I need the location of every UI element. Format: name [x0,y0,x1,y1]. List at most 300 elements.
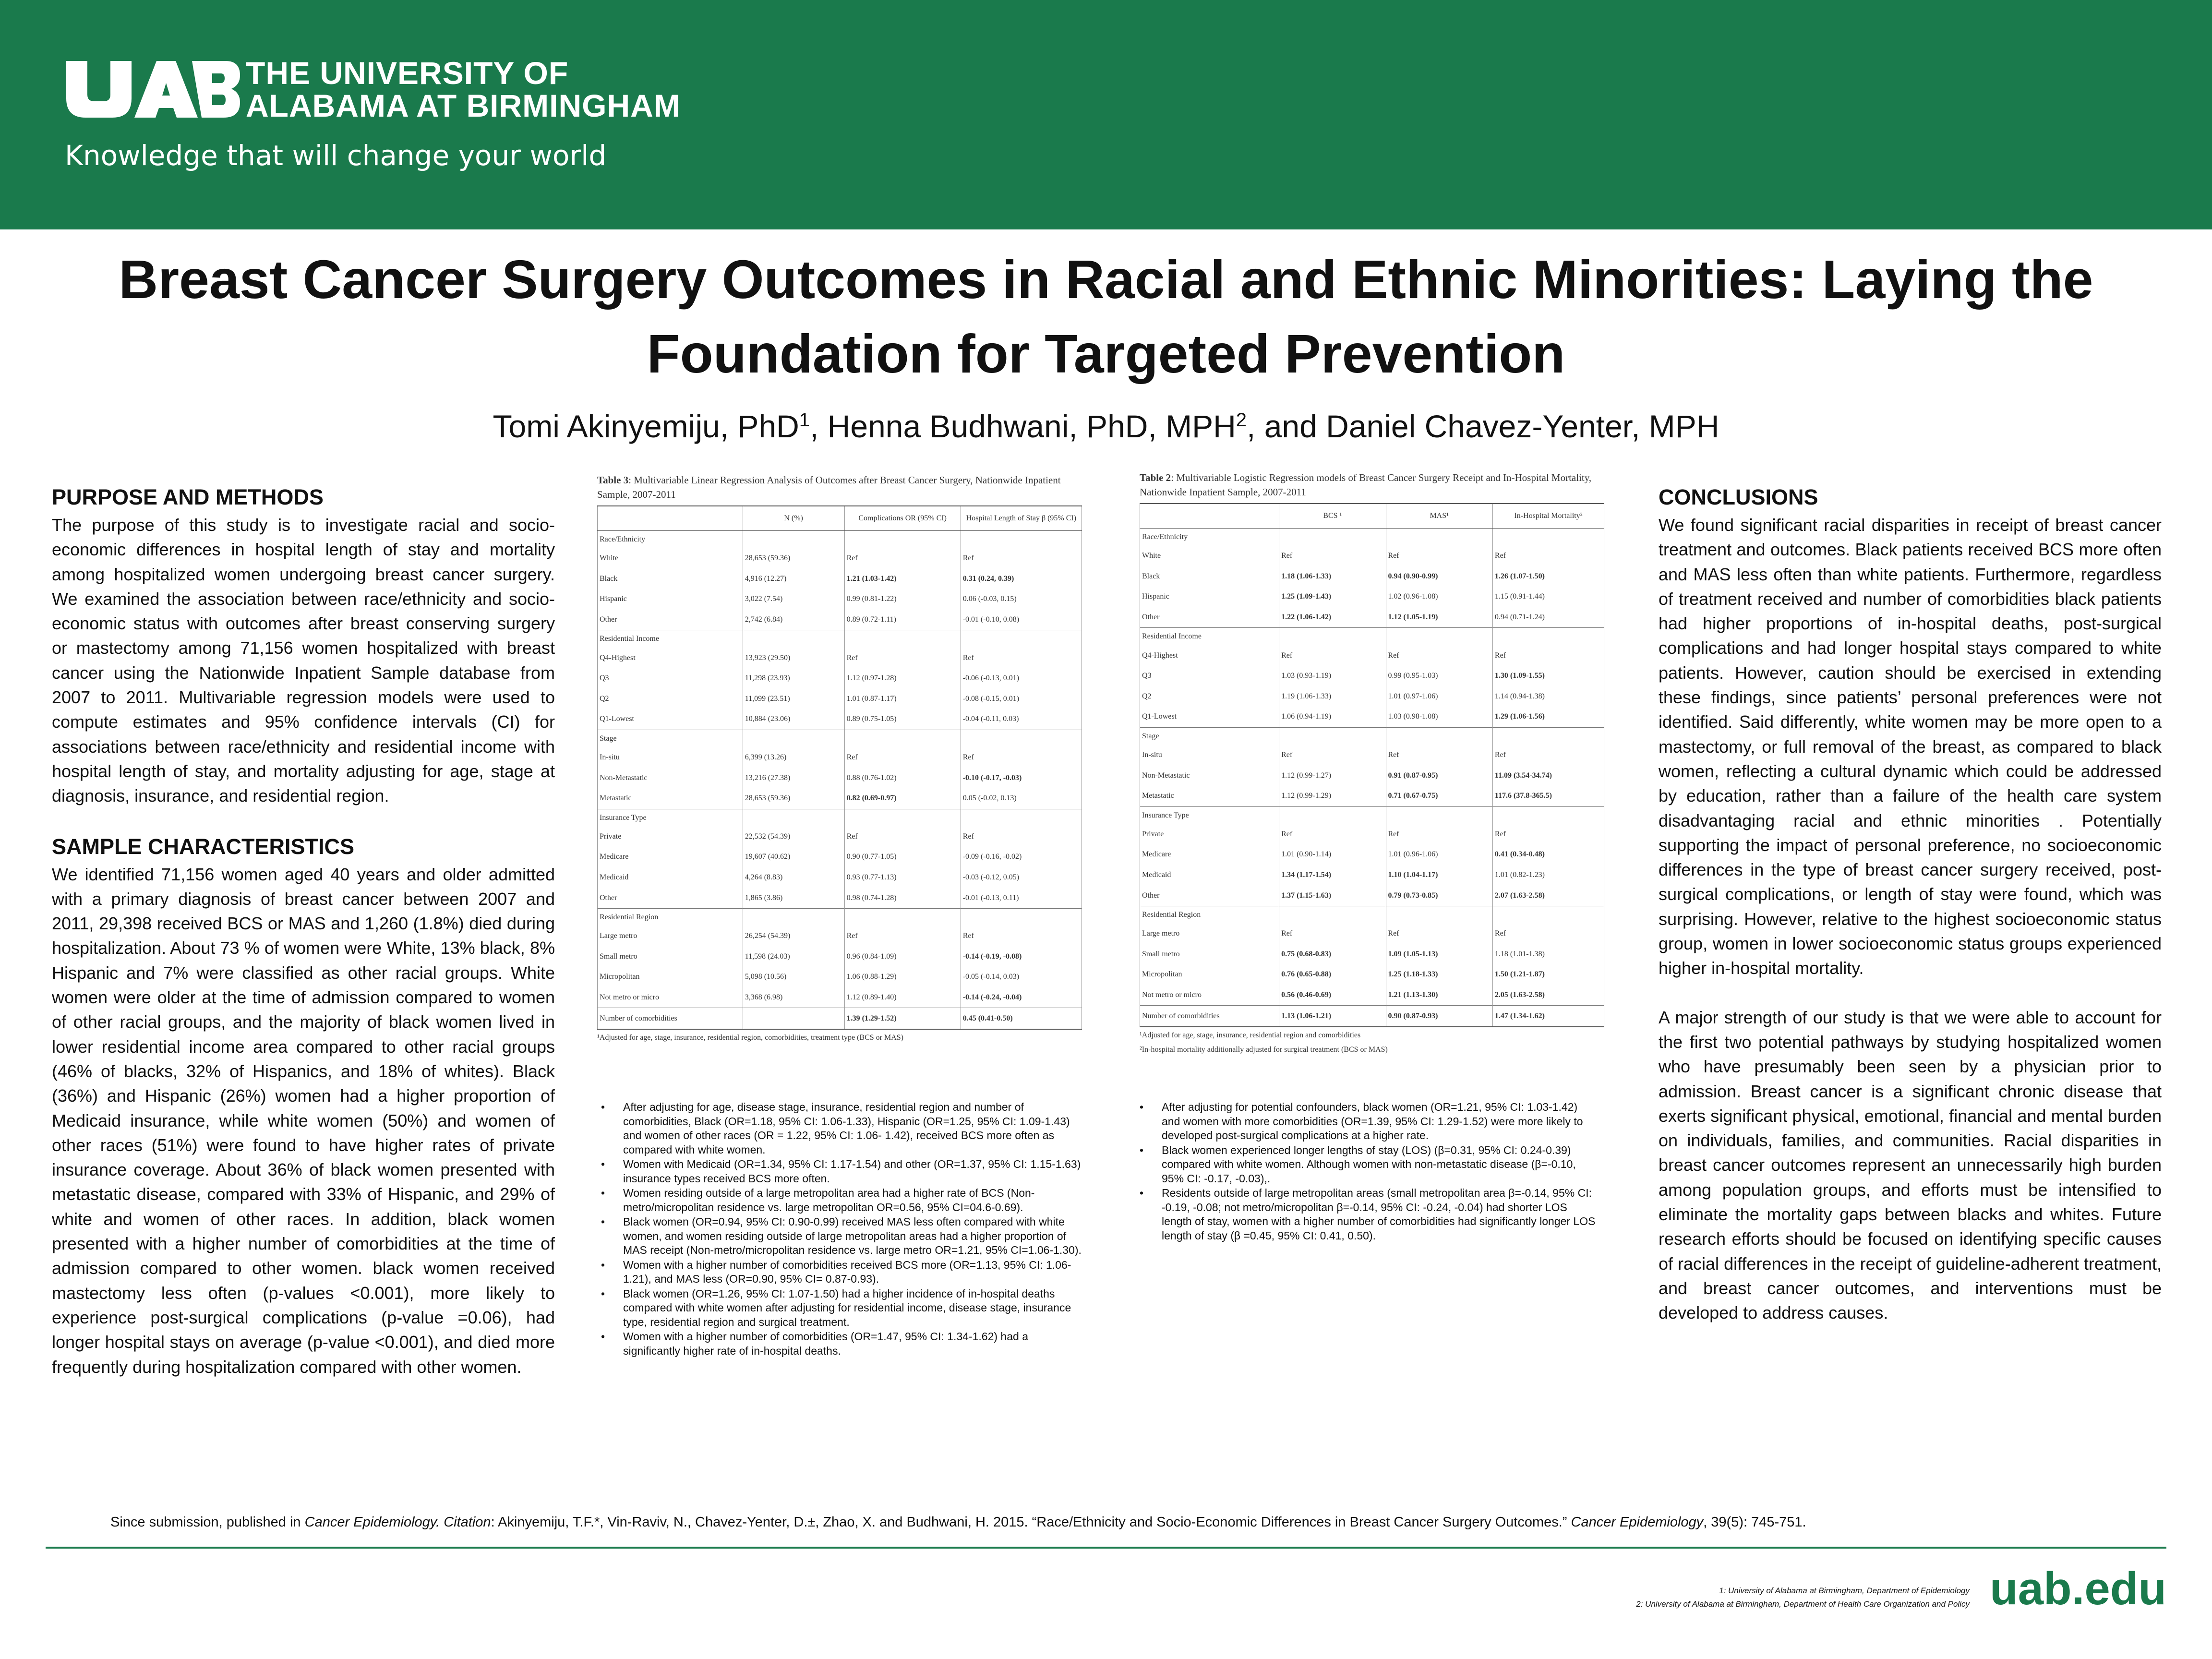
table-row [598,867,1082,888]
university-name [246,57,681,122]
table-row [598,610,1082,630]
citation-label: Citation [440,1515,491,1530]
table-row-label: Private [598,827,743,847]
table-value-cell: Ref [961,648,1082,668]
table-empty-cell [1492,727,1604,745]
table-3-footnote: ¹Adjusted for age, stage, insurance, residential region, comorbidities, treatment type (BCS or MAS) [597,1033,903,1042]
author-2: , Henna Budhwani, PhD, MPH [810,409,1236,444]
table-value-cell: 0.96 (0.84-1.09) [844,947,961,967]
table-row-label: Non-Metastatic [1140,765,1279,786]
header-banner [0,0,2212,229]
purpose-text: The purpose of this study is to investigate racial and socio-economic differences in hospital length of stay and mortality among hospitalized women undergoing breast cancer surgery. We examined the association between race/ethnicity and socio-economic status with outcomes after breast conserving surgery or mastectomy among 71,156 women hospitalized with breast cancer using the Nationwide Inpatient Sample database from 2007 to 2011. Multivariable regression models were used to compute estimates and 95% confidence intervals (CI) for associations between race/ethnicity and residential income with hospital length of stay, and mortality adjusting for age, stage at diagnosis, insurance, and residential region. [52,515,555,806]
table-row-label: Not metro or micro [598,987,743,1008]
table-empty-cell [961,730,1082,747]
table-value-cell: 1.25 (1.18-1.33) [1386,964,1492,985]
table-value-cell: 1.14 (0.94-1.38) [1492,686,1604,707]
table-value-cell: Ref [1492,824,1604,845]
table-value-cell: 11.09 (3.54-34.74) [1492,765,1604,786]
citation-volume: , 39(5): 745-751. [1703,1515,1806,1530]
right-column [1659,485,2162,1325]
table-empty-cell [844,630,961,648]
table-value-cell: 1.01 (0.90-1.14) [1279,844,1386,865]
table-value-cell: Ref [961,747,1082,768]
table-value-cell: 0.45 (0.41-0.50) [961,1008,1082,1029]
table-value-cell: -0.05 (-0.14, 0.03) [961,967,1082,987]
table-value-cell: 0.06 (-0.03, 0.15) [961,589,1082,610]
table-empty-cell [743,531,844,549]
table-row-label: Q2 [598,689,743,709]
table-value-cell: 1.18 (1.06-1.33) [1279,566,1386,587]
table-value-cell: Ref [1492,924,1604,944]
author-1-affil: 1 [799,409,810,431]
author-line [96,408,2116,445]
table-row [598,926,1082,947]
table-value-cell: 0.94 (0.90-0.99) [1386,566,1492,587]
table-empty-cell [1386,806,1492,824]
table-row [1140,607,1604,628]
table-value-cell: 0.79 (0.73-0.85) [1386,885,1492,906]
table-header-cell: In-Hospital Mortality² [1492,504,1604,529]
table-row-label: Medicare [598,847,743,867]
table-value-cell: Ref [844,926,961,947]
table-row-label: Medicaid [1140,865,1279,886]
citation-journal: Cancer Epidemiology. [304,1515,440,1530]
table-row-label: Not metro or micro [1140,985,1279,1006]
table-row [1140,686,1604,707]
table-row-label: Hispanic [1140,587,1279,607]
table-value-cell: Ref [844,747,961,768]
table-row [1140,666,1604,686]
table-empty-cell [1492,906,1604,924]
table-value-cell: 1.34 (1.17-1.54) [1279,865,1386,886]
table-row [1140,566,1604,587]
table-row-label: Private [1140,824,1279,845]
table-row-label: In-situ [1140,745,1279,766]
table-value-cell: Ref [1386,745,1492,766]
table-value-cell: 1.10 (1.04-1.17) [1386,865,1492,886]
table-empty-cell [1386,727,1492,745]
table-group-label: Race/Ethnicity [1140,529,1279,546]
left-column [52,485,555,1379]
table-row-label: Black [1140,566,1279,587]
table-group-row [1140,529,1604,546]
table-row-label: Medicare [1140,844,1279,865]
table-value-cell: Ref [961,827,1082,847]
table-value-cell: 1.15 (0.91-1.44) [1492,587,1604,607]
table-group-label: Residential Income [1140,628,1279,646]
table-group-row [598,908,1082,926]
footer-divider [46,1547,2166,1549]
author-2-affil: 2 [1236,409,1247,431]
table-value-cell: 0.90 (0.77-1.05) [844,847,961,867]
table-row-label: Micropolitan [598,967,743,987]
tagline: Knowledge that will change your world [65,139,607,172]
finding-bullet: • Women residing outside of a large metropolitan area had a higher rate of BCS (Non-metro/micropolitan residence vs. large metropolitan OR=0.56, 95% CI=04.6-0.69). [601,1186,1086,1214]
table-row-label: Number of comorbidities [1140,1006,1279,1027]
table-row [598,548,1082,569]
table-row-label: Q1-Lowest [598,709,743,730]
table-value-cell: 0.98 (0.74-1.28) [844,888,961,908]
finding-bullet: • Black women (OR=0.94, 95% CI: 0.90-0.99) received MAS less often compared with white women, and women residing outside of large metropolitan areas had a higher proportion of MAS receipt (Non-metro/micropolitan residence vs. large metro OR=1.21, 95% CI=1.06-1.30). [601,1215,1086,1258]
table-empty-cell [1279,628,1386,646]
table-value-cell: Ref [1279,824,1386,845]
table-value-cell: -0.09 (-0.16, -0.02) [961,847,1082,867]
table-value-cell: 1,865 (3.86) [743,888,844,908]
table-value-cell: Ref [844,548,961,569]
table-group-row [598,630,1082,648]
table-value-cell: Ref [1386,924,1492,944]
table-group-row [1140,806,1604,824]
table-row [598,709,1082,730]
table-row [1140,587,1604,607]
table-row [1140,765,1604,786]
table-value-cell: 1.12 (0.99-1.27) [1279,765,1386,786]
table-value-cell: 1.01 (0.96-1.06) [1386,844,1492,865]
table-group-row [1140,628,1604,646]
table-value-cell: 1.47 (1.34-1.62) [1492,1006,1604,1027]
table-value-cell: 0.93 (0.77-1.13) [844,867,961,888]
table-row [1140,546,1604,566]
table-group-label: Race/Ethnicity [598,531,743,549]
conclusions-paragraph-1: We found significant racial disparities in receipt of breast cancer treatment and outcomes. Black patients received BCS more often and MAS less often than white patients. Furthermore, regardless of treatment received and number of comorbidities black patients had higher proportions of in-hospital deaths, post-surgical complications and had longer hospital stays compared to white patients. However, caution should be exercised in extending these findings, since patients’ personal preferences were not identified. Said differently, white women may be more open to a mastectomy, or full removal of the breast, as compared to black women, reflecting a cultural dynamic which could be addressed by education, rather than a failure of the health care system disadvantaging racial and ethnic minorities . Potentially supporting the impact of personal preference, no socioeconomic differences in the type of breast cancer surgery received, post-surgical complications, or length of stay were found, which was surprising. However, relative to the highest socioeconomic status group, women in lower socioeconomic status groups experienced higher in-hospital mortality. [1659,515,2162,978]
table-value-cell: -0.14 (-0.24, -0.04) [961,987,1082,1008]
table-value-cell: 0.71 (0.67-0.75) [1386,786,1492,806]
table-empty-cell [1386,906,1492,924]
citation-body: : Akinyemiju, T.F.*, Vin-Raviv, N., Chavez-Yenter, D.±, Zhao, X. and Budhwani, H. 2015. “Race/Ethnicity and Socio-Economic Differences in Breast Cancer Surgery Outcomes.” [491,1515,1571,1530]
conclusions-heading: CONCLUSIONS [1659,485,1818,509]
table-value-cell: 0.90 (0.87-0.93) [1386,1006,1492,1027]
table-value-cell: 117.6 (37.8-365.5) [1492,786,1604,806]
table-value-cell: 0.99 (0.81-1.22) [844,589,961,610]
table-value-cell: 1.39 (1.29-1.52) [844,1008,961,1029]
table-row [1140,865,1604,886]
table-3-caption [597,473,1082,502]
table-row [598,668,1082,689]
table-empty-cell [1279,906,1386,924]
table-2-caption-label: Table 2 [1140,472,1171,483]
table-header-cell: N (%) [743,506,844,531]
table-row [598,589,1082,610]
table-value-cell: Ref [1386,645,1492,666]
finding-bullet: • After adjusting for potential confounders, black women (OR=1.21, 95% CI: 1.03-1.42) and women with more comorbidities (OR=1.39, 95% CI: 1.29-1.52) were more likely to developed post-surgical complications at a higher rate. [1140,1100,1596,1143]
table-row-label: White [1140,546,1279,566]
table-group-row [598,809,1082,827]
table-empty-cell [1279,806,1386,824]
table-value-cell: Ref [1386,824,1492,845]
table-row-label: Q2 [1140,686,1279,707]
citation-intro: Since submission, published in [110,1515,305,1530]
table-3-caption-text: : Multivariable Linear Regression Analysis of Outcomes after Breast Cancer Surgery, Nationwide Inpatient Sample, 2007-2011 [597,474,1061,500]
table-value-cell: 1.01 (0.87-1.17) [844,689,961,709]
table-value-cell: Ref [1279,645,1386,666]
table-group-label: Stage [598,730,743,747]
table-value-cell: 1.06 (0.88-1.29) [844,967,961,987]
affiliation-2: 2: University of Alabama at Birmingham, Department of Health Care Organization and Policy [1636,1599,1970,1609]
website-link[interactable]: uab.edu [1990,1563,2167,1614]
table-value-cell: -0.10 (-0.17, -0.03) [961,768,1082,788]
table-row-label: Small metro [598,947,743,967]
table-value-cell: 1.09 (1.05-1.13) [1386,944,1492,965]
table-row [1140,1006,1604,1027]
table-group-row [1140,906,1604,924]
uab-logo-icon [62,61,240,118]
purpose-heading: PURPOSE AND METHODS [52,485,324,509]
table-value-cell: 0.05 (-0.02, 0.13) [961,788,1082,809]
finding-bullet: • Women with Medicaid (OR=1.34, 95% CI: 1.17-1.54) and other (OR=1.37, 95% CI: 1.15-1.63) insurance types received BCS more often. [601,1157,1086,1186]
table-row-label: Metastatic [1140,786,1279,806]
table-header-cell: Hospital Length of Stay β (95% CI) [961,506,1082,531]
table-row [598,827,1082,847]
table-header-cell: Complications OR (95% CI) [844,506,961,531]
table-row-label: Q4-Highest [598,648,743,668]
table-value-cell: 1.18 (1.01-1.38) [1492,944,1604,965]
author-3: , and Daniel Chavez-Yenter, MPH [1247,409,1719,444]
sample-text: We identified 71,156 women aged 40 years and older admitted with a primary diagnosis of breast cancer between 2007 and 2011, 29,398 received BCS or MAS and 1,260 (1.8%) died during hospitalization. About 73 % of women were White, 13% black, 8% Hispanic and 7% were classified as other racial groups. White women were older at the time of admission compared to women of other racial groups, and the majority of black women lived in lower residential income area compared to other racial groups (46% of blacks, 32% of Hispanics, and 18% of whites). Black (36%) and Hispanic (26%) women had a higher proportion of Medicaid insurance, while white women (50%) and women of other races (51%) were found to have higher rates of private insurance coverage. About 36% of black women presented with metastatic disease, compared with 33% of Hispanic, and 29% of white and women of other races. In addition, black women presented with a higher number of comorbidities at the time of admission compared to other women. black women received mastectomy less often (p-values <0.001), more likely to experience post-surgical complications (p-value =0.06), had longer hospital stays on average (p-value <0.001), and died more frequently during hospitalization compared with other women. [52,864,555,1377]
citation [110,1515,2127,1530]
findings-bullets-table3 [1140,1100,1596,1243]
table-value-cell: 13,923 (29.50) [743,648,844,668]
table-value-cell: 1.29 (1.06-1.56) [1492,707,1604,727]
table-value-cell: Ref [1386,546,1492,566]
table-row [598,768,1082,788]
table-value-cell: 11,598 (24.03) [743,947,844,967]
table-2-footnote-1: ¹Adjusted for age, stage, insurance, residential region and comorbidities [1140,1031,1361,1039]
table-value-cell: Ref [1492,546,1604,566]
table-value-cell: 10,884 (23.06) [743,709,844,730]
table-value-cell: -0.01 (-0.13, 0.11) [961,888,1082,908]
table-value-cell: -0.03 (-0.12, 0.05) [961,867,1082,888]
table-value-cell: 0.99 (0.95-1.03) [1386,666,1492,686]
table-value-cell: -0.08 (-0.15, 0.01) [961,689,1082,709]
table-empty-cell [1386,529,1492,546]
table-row [1140,745,1604,766]
table-row-label: Medicaid [598,867,743,888]
table-row-label: Other [598,610,743,630]
table-row [598,888,1082,908]
table-row [1140,645,1604,666]
finding-bullet: • After adjusting for age, disease stage, insurance, residential region and number of comorbidities, Black (OR=1.18, 95% CI: 1.06-1.33), Hispanic (OR=1.25, 95% CI: 1.09-1.43) and women of other races (OR = 1.22, 95% CI: 1.06- 1.42), received BCS more often as compared with white women. [601,1100,1086,1157]
table-row-label: Small metro [1140,944,1279,965]
table-header-cell: MAS¹ [1386,504,1492,529]
table-row-label: Non-Metastatic [598,768,743,788]
table-empty-cell [1492,529,1604,546]
table-value-cell: 1.03 (0.98-1.08) [1386,707,1492,727]
finding-bullet: • Women with a higher number of comorbidities received BCS more (OR=1.13, 95% CI: 1.06-1.21), and MAS less (OR=0.90, 95% CI= 0.87-0.93). [601,1258,1086,1286]
university-line-1: THE UNIVERSITY OF [246,55,569,91]
table-value-cell: Ref [1279,924,1386,944]
table-value-cell: 0.56 (0.46-0.69) [1279,985,1386,1006]
table-value-cell: 4,264 (8.83) [743,867,844,888]
table-row [1140,824,1604,845]
table-value-cell: 11,298 (23.93) [743,668,844,689]
table-value-cell: 1.21 (1.13-1.30) [1386,985,1492,1006]
table-value-cell: 1.12 (0.97-1.28) [844,668,961,689]
table-value-cell: 1.06 (0.94-1.19) [1279,707,1386,727]
poster-title: Breast Cancer Surgery Outcomes in Racial and Ethnic Minorities: Laying the Foundation for Targeted Prevention [119,249,2093,384]
finding-bullet: • Women with a higher number of comorbidities (OR=1.47, 95% CI: 1.34-1.62) had a significantly higher rate of in-hospital deaths. [601,1330,1086,1358]
table-row [598,788,1082,809]
table-row [598,689,1082,709]
table-value-cell: 5,098 (10.56) [743,967,844,987]
finding-bullet: • Black women experienced longer lengths of stay (LOS) (β=0.31, 95% CI: 0.24-0.39) compared with white women. Although women with non-metastatic disease (β=-0.10, 95% CI: -0.17, -0.03),. [1140,1143,1596,1186]
table-empty-cell [961,809,1082,827]
table-value-cell: 2,742 (6.84) [743,610,844,630]
table-row [1140,885,1604,906]
citation-journal-2: Cancer Epidemiology [1571,1515,1704,1530]
table-empty-cell [743,730,844,747]
table-row [1140,964,1604,985]
table-value-cell: -0.04 (-0.11, 0.03) [961,709,1082,730]
table-empty-cell [961,630,1082,648]
table-value-cell: 1.01 (0.82-1.23) [1492,865,1604,886]
table-empty-cell [1279,529,1386,546]
table-empty-cell [1386,628,1492,646]
table-value-cell: 1.12 (0.89-1.40) [844,987,961,1008]
table-value-cell: 0.88 (0.76-1.02) [844,768,961,788]
table-value-cell: 1.02 (0.96-1.08) [1386,587,1492,607]
table-empty-cell [1492,806,1604,824]
table-group-label: Residential Income [598,630,743,648]
table-row-label: Black [598,569,743,589]
table-value-cell: 28,653 (59.36) [743,548,844,569]
table-2-footnote-2: ²In-hospital mortality additionally adjusted for surgical treatment (BCS or MAS) [1140,1045,1388,1054]
table-header-cell: BCS ¹ [1279,504,1386,529]
affiliations [1636,1584,1970,1611]
finding-bullet: • Residents outside of large metropolitan areas (small metropolitan area β=-0.14, 95% CI: -0.19, -0.08; not metro/micropolitan β=-0.14, 95% CI: -0.24, -0.04) had shorter LOS length of stay, women with a higher number of comorbidities had significantly longer LOS length of stay (β =0.45, 95% CI: 0.41, 0.50). [1140,1186,1596,1243]
table-empty-cell [1279,727,1386,745]
table-value-cell: 0.94 (0.71-1.24) [1492,607,1604,628]
table-row [1140,944,1604,965]
table-group-row [598,730,1082,747]
table-row-label: Hispanic [598,589,743,610]
table-value-cell: 0.82 (0.69-0.97) [844,788,961,809]
table-3-grid [597,505,1082,1030]
table-value-cell: 11,099 (23.51) [743,689,844,709]
table-value-cell: 1.25 (1.09-1.43) [1279,587,1386,607]
table-header-cell [598,506,743,531]
table-value-cell: 0.91 (0.87-0.95) [1386,765,1492,786]
table-value-cell: 6,399 (13.26) [743,747,844,768]
table-value-cell: -0.14 (-0.19, -0.08) [961,947,1082,967]
affiliation-1: 1: University of Alabama at Birmingham, Department of Epidemiology [1719,1586,1970,1595]
table-value-cell: 1.01 (0.97-1.06) [1386,686,1492,707]
table-group-label: Residential Region [598,908,743,926]
table-value-cell [743,1008,844,1029]
table-row-label: Q4-Highest [1140,645,1279,666]
table-value-cell: 4,916 (12.27) [743,569,844,589]
table-row [598,569,1082,589]
table-value-cell: 26,254 (54.39) [743,926,844,947]
finding-bullet: • Black women (OR=1.26, 95% CI: 1.07-1.50) had a higher incidence of in-hospital deaths compared with white women after adjusting for residential income, disease stage, insurance type, residential region and surgical treatment. [601,1287,1086,1330]
table-value-cell: Ref [1279,546,1386,566]
table-value-cell: 0.76 (0.65-0.88) [1279,964,1386,985]
table-value-cell: 0.41 (0.34-0.48) [1492,844,1604,865]
table-group-label: Insurance Type [1140,806,1279,824]
table-value-cell: 1.26 (1.07-1.50) [1492,566,1604,587]
table-row [598,847,1082,867]
table-row [1140,985,1604,1006]
table-empty-cell [743,630,844,648]
table-row-label: Other [1140,885,1279,906]
author-1: Tomi Akinyemiju, PhD [493,409,799,444]
table-row-label: Q1-Lowest [1140,707,1279,727]
table-value-cell: 1.37 (1.15-1.63) [1279,885,1386,906]
table-row [598,947,1082,967]
table-value-cell: 3,022 (7.54) [743,589,844,610]
table-value-cell: 1.03 (0.93-1.19) [1279,666,1386,686]
table-value-cell: 1.12 (1.05-1.19) [1386,607,1492,628]
table-value-cell: 0.31 (0.24, 0.39) [961,569,1082,589]
table-row [598,648,1082,668]
table-row-label: Micropolitan [1140,964,1279,985]
table-empty-cell [844,908,961,926]
table-group-label: Residential Region [1140,906,1279,924]
table-row [1140,844,1604,865]
table-value-cell: 1.22 (1.06-1.42) [1279,607,1386,628]
table-value-cell: 13,216 (27.38) [743,768,844,788]
table-3 [597,473,1082,1044]
university-line-2: ALABAMA AT BIRMINGHAM [246,88,681,123]
table-empty-cell [844,531,961,549]
table-row [598,967,1082,987]
table-empty-cell [1492,628,1604,646]
table-empty-cell [743,908,844,926]
table-2-caption [1140,470,1604,499]
table-value-cell: 1.21 (1.03-1.42) [844,569,961,589]
table-row [598,747,1082,768]
table-value-cell: 2.05 (1.63-2.58) [1492,985,1604,1006]
table-row-label: Other [598,888,743,908]
table-row-label: Other [1140,607,1279,628]
table-row [1140,924,1604,944]
table-empty-cell [844,730,961,747]
table-value-cell: -0.06 (-0.13, 0.01) [961,668,1082,689]
table-row [1140,707,1604,727]
table-value-cell: 1.50 (1.21-1.87) [1492,964,1604,985]
table-value-cell: 2.07 (1.63-2.58) [1492,885,1604,906]
table-value-cell: Ref [961,926,1082,947]
table-value-cell: Ref [844,648,961,668]
table-value-cell: 0.89 (0.72-1.11) [844,610,961,630]
table-group-row [1140,727,1604,745]
table-value-cell: Ref [1492,645,1604,666]
table-value-cell: 19,607 (40.62) [743,847,844,867]
table-value-cell: 3,368 (6.98) [743,987,844,1008]
table-value-cell: 0.89 (0.75-1.05) [844,709,961,730]
table-header-cell [1140,504,1279,529]
table-value-cell: 1.12 (0.99-1.29) [1279,786,1386,806]
table-row-label: Large metro [598,926,743,947]
table-2-caption-text: : Multivariable Logistic Regression models of Breast Cancer Surgery Receipt and In-Hospital Mortality, Nationwide Inpatient Sample, 2007-2011 [1140,472,1592,498]
table-value-cell: Ref [1279,745,1386,766]
table-2-grid [1140,503,1604,1027]
table-empty-cell [961,531,1082,549]
table-row-label: Large metro [1140,924,1279,944]
table-row-label: Q3 [598,668,743,689]
table-group-label: Insurance Type [598,809,743,827]
table-row-label: Q3 [1140,666,1279,686]
table-row [598,987,1082,1008]
table-empty-cell [961,908,1082,926]
findings-bullets-table2 [601,1100,1086,1358]
table-value-cell: -0.01 (-0.10, 0.08) [961,610,1082,630]
table-value-cell: 28,653 (59.36) [743,788,844,809]
table-2 [1140,470,1604,1056]
table-row [598,1008,1082,1029]
table-empty-cell [844,809,961,827]
table-row [1140,786,1604,806]
sample-heading: SAMPLE CHARACTERISTICS [52,834,355,859]
